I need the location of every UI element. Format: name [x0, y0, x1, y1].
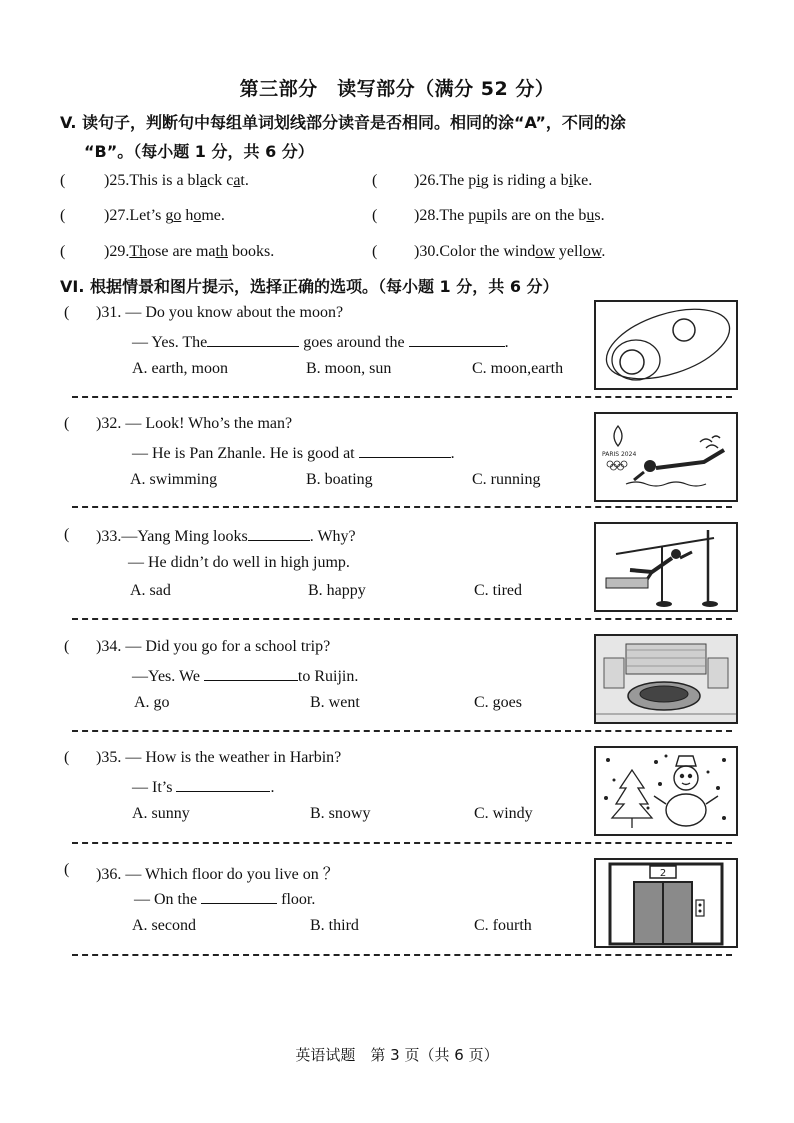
q36-paren: (: [64, 861, 70, 878]
q32-option-c[interactable]: C. running: [472, 471, 541, 488]
snowman-picture: [594, 746, 738, 836]
underlined-letters: Th: [129, 243, 148, 260]
q29-sentence: )29.Those are math books.: [104, 243, 275, 260]
swimmer-figure-icon: [626, 436, 724, 486]
q31-option-a[interactable]: A. earth, moon: [132, 360, 228, 377]
section-6-heading: VI. 根据情景和图片提示，选择正确的选项。（每小题 1 分，共 6 分）: [60, 277, 559, 296]
divider: [72, 730, 732, 732]
page-footer: 英语试题 第 3 页（共 6 页）: [295, 1046, 499, 1064]
divider: [72, 618, 732, 620]
q31-paren: (: [64, 304, 70, 321]
q35-paren: (: [64, 749, 70, 766]
q31-line2: — Yes. The goes around the .: [132, 334, 509, 351]
q33-option-b[interactable]: B. happy: [308, 582, 366, 599]
q31-option-c[interactable]: C. moon,earth: [472, 360, 564, 377]
swimmer-picture: [594, 412, 738, 502]
divider: [72, 954, 732, 956]
answer-blank[interactable]: [201, 889, 277, 904]
answer-blank[interactable]: [204, 666, 298, 681]
underlined-letters: u: [476, 207, 485, 224]
underlined-letters: o: [173, 207, 182, 224]
q27-paren: (: [60, 207, 66, 224]
q33-line2: — He didn’t do well in high jump.: [128, 554, 350, 571]
q28-sentence: )28.The pupils are on the bus.: [414, 207, 605, 224]
q36-option-a[interactable]: A. second: [132, 917, 196, 934]
q26-sentence: )26.The pig is riding a bike.: [414, 172, 593, 189]
underlined-letters: a: [233, 172, 241, 189]
underlined-letters: o: [193, 207, 202, 224]
page-title: 第三部分 读写部分（满分 52 分）: [239, 78, 555, 100]
q33-paren: (: [64, 526, 70, 543]
q30-paren: (: [372, 243, 378, 260]
q29-paren: (: [60, 243, 66, 260]
q33-option-a[interactable]: A. sad: [130, 582, 171, 599]
q31-line1: )31. — Do you know about the moon?: [96, 304, 344, 321]
q25-sentence: )25.This is a black cat.: [104, 172, 249, 189]
section-5-heading-cont: “B”。（每小题 1 分，共 6 分）: [84, 142, 314, 161]
section-5-heading: V. 读句子，判断句中每组单词划线部分读音是否相同。相同的涂“A”，不同的涂: [60, 113, 626, 132]
underlined-letters: ow: [535, 243, 555, 260]
underlined-letters: a: [200, 172, 208, 189]
q36-line2: — On the floor.: [134, 891, 316, 908]
paris-2024-label: PARIS 2024: [602, 451, 637, 458]
q36-line1: )36. — Which floor do you live on ？: [96, 866, 339, 883]
q25-paren: (: [60, 172, 66, 189]
q35-option-c[interactable]: C. windy: [474, 805, 533, 822]
q32-option-b[interactable]: B. boating: [306, 471, 373, 488]
floor-number-label: 2: [659, 868, 667, 879]
q34-option-a[interactable]: A. go: [134, 694, 170, 711]
q30-sentence: )30.Color the window yellow.: [414, 243, 606, 260]
underlined-letters: i: [476, 172, 481, 189]
q34-line2: —Yes. We to Ruijin.: [132, 668, 359, 685]
q27-sentence: )27.Let’s go home.: [104, 207, 225, 224]
q31-option-b[interactable]: B. moon, sun: [306, 360, 392, 377]
answer-blank[interactable]: [359, 443, 451, 458]
pine-tree-icon: [612, 770, 652, 828]
olympic-rings-icon: [607, 461, 627, 470]
answer-blank[interactable]: [248, 526, 310, 541]
answer-blank[interactable]: [176, 777, 270, 792]
q26-paren: (: [372, 172, 378, 189]
high-jump-picture: [594, 522, 738, 612]
underlined-letters: u: [586, 207, 595, 224]
divider: [72, 506, 732, 508]
q36-option-c[interactable]: C. fourth: [474, 917, 532, 934]
answer-blank[interactable]: [409, 332, 505, 347]
divider: [72, 842, 732, 844]
q34-line1: )34. — Did you go for a school trip?: [96, 638, 331, 655]
q33-option-c[interactable]: C. tired: [474, 582, 522, 599]
underlined-letters: th: [215, 243, 228, 260]
underlined-letters: ow: [582, 243, 602, 260]
divider: [72, 396, 732, 398]
q32-line2: — He is Pan Zhanle. He is good at .: [132, 445, 455, 462]
q33-line1: )33.—Yang Ming looks . Why?: [96, 528, 356, 545]
elevator-picture: [594, 858, 738, 948]
q36-option-b[interactable]: B. third: [310, 917, 359, 934]
q28-paren: (: [372, 207, 378, 224]
q34-option-c[interactable]: C. goes: [474, 694, 522, 711]
q34-paren: (: [64, 638, 70, 655]
q32-line1: )32. — Look! Who’s the man?: [96, 415, 293, 432]
snowman-icon: [654, 756, 718, 826]
olympic-flame-icon: [614, 426, 622, 446]
q35-line2: — It’s .: [132, 779, 275, 796]
ruijin-monument-picture: [594, 634, 738, 724]
q35-line1: )35. — How is the weather in Harbin?: [96, 749, 342, 766]
answer-blank[interactable]: [207, 332, 299, 347]
underlined-letters: i: [568, 172, 574, 189]
snowflake-icon: [604, 755, 726, 821]
q32-option-a[interactable]: A. swimming: [130, 471, 218, 488]
moon-orbit-picture: [594, 300, 738, 390]
q34-option-b[interactable]: B. went: [310, 694, 360, 711]
q32-paren: (: [64, 415, 70, 432]
q35-option-b[interactable]: B. snowy: [310, 805, 371, 822]
q35-option-a[interactable]: A. sunny: [132, 805, 190, 822]
